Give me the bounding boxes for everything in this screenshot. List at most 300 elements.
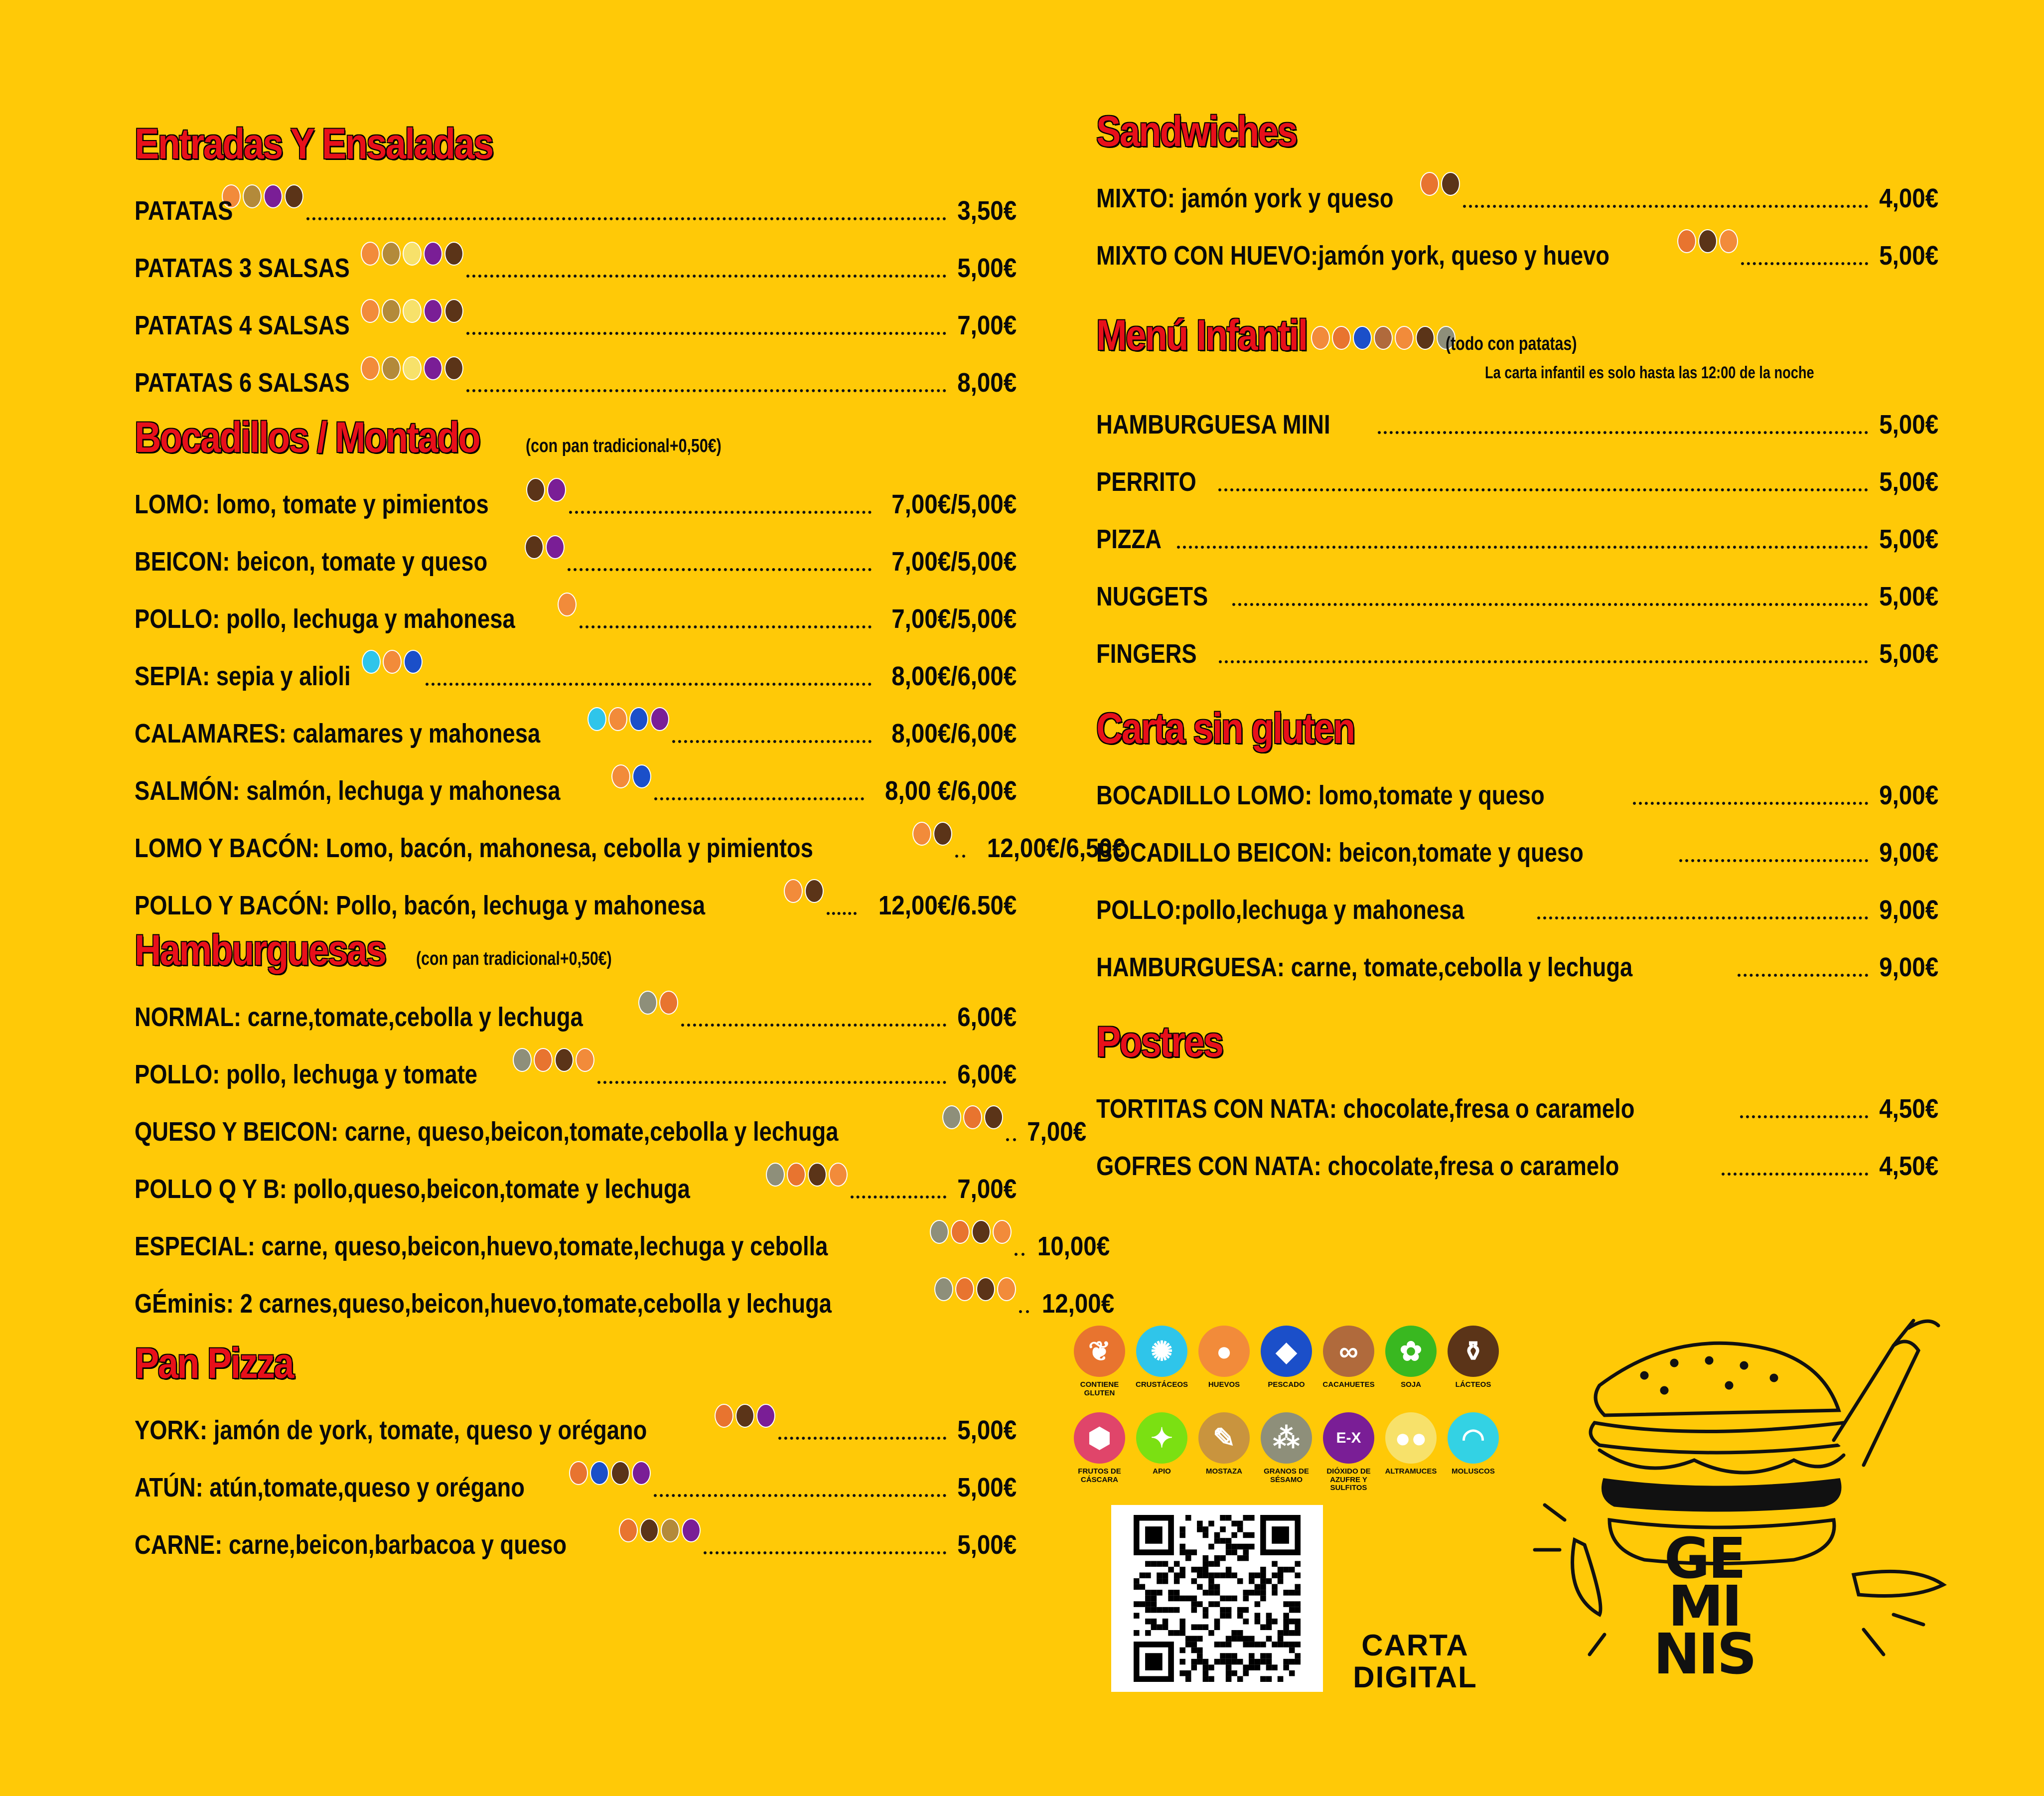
menu-item-price: 9,00€ — [1879, 838, 1938, 868]
dot-leader — [681, 1024, 946, 1027]
allergen-icons — [558, 593, 577, 616]
sulfitos-allergen-icon — [264, 184, 283, 208]
wheat-icon: ❦ — [1074, 1326, 1125, 1377]
menu-item — [135, 1503, 1017, 1560]
menu-item-name: HAMBURGUESA MINI — [1096, 410, 1330, 440]
menu-item-price: 8,00€/6,00€ — [891, 719, 1017, 748]
allergen-icons — [930, 1220, 1012, 1244]
menu-item-name: POLLO Y BACÓN: Pollo, bacón, lechuga y mahonesa — [135, 891, 706, 920]
section-note: (con pan tradicional+0,50€) — [525, 436, 722, 456]
dot-leader — [1741, 262, 1868, 265]
menu-section — [135, 926, 1115, 1319]
dot-leader — [1679, 859, 1868, 862]
menu-item-name: LOMO: lomo, tomate y pimientos — [135, 489, 489, 519]
section-title: Pan Pizza — [135, 1340, 293, 1387]
huevos-allergen-icon — [576, 1048, 594, 1072]
dot-leader — [955, 855, 965, 858]
milk-jug-icon: ⚱ — [1448, 1326, 1499, 1377]
dot-leader — [466, 275, 946, 278]
menu-item — [1096, 555, 1938, 612]
allergen-legend-item — [1198, 1326, 1250, 1397]
dot-leader — [654, 797, 864, 800]
menu-item-name: ATÚN: atún,tomate,queso y orégano — [135, 1473, 525, 1502]
section-title: Hamburguesas — [135, 926, 386, 974]
allergen-label: FRUTOS DE CÁSCARA — [1078, 1467, 1121, 1484]
sesamo-allergen-icon — [638, 991, 657, 1015]
menu-item-price: 10,00€ — [1037, 1231, 1110, 1261]
menu-item-name: PERRITO — [1096, 467, 1196, 497]
allergen-icons — [611, 764, 651, 788]
allergen-label: CRUSTÁCEOS — [1136, 1380, 1188, 1389]
menu-item-price: 5,00€ — [1879, 467, 1938, 497]
mustard-icon: ✎ — [1198, 1412, 1250, 1464]
menu-item — [1096, 868, 1938, 925]
section-title: Sandwiches — [1096, 108, 1297, 155]
allergen-icons — [1677, 229, 1738, 253]
huevos-allergen-icon — [608, 707, 627, 731]
lacteos-allergen-icon — [444, 242, 463, 266]
allergen-icons — [361, 356, 463, 380]
sesame-icon: ⁂ — [1261, 1412, 1312, 1464]
menu-item-price: 7,00€/5,00€ — [891, 489, 1017, 519]
lacteos-allergen-icon — [1441, 172, 1460, 196]
dot-leader — [704, 1551, 946, 1554]
menu-section — [1096, 1018, 1938, 1182]
egg-icon: ● — [1198, 1326, 1250, 1377]
peanut-icon: ∞ — [1323, 1326, 1374, 1377]
menu-item — [1096, 925, 1938, 983]
huevos-allergen-icon — [997, 1277, 1016, 1301]
lacteos-allergen-icon — [526, 478, 545, 502]
menu-item-price: 5,00€ — [1879, 582, 1938, 611]
menu-item-price: 7,00€/5,00€ — [891, 547, 1017, 577]
lacteos-allergen-icon — [640, 1518, 659, 1542]
allergen-legend-item — [1261, 1412, 1312, 1493]
qr-code[interactable] — [1111, 1505, 1323, 1692]
menu-item-price: 6,00€ — [957, 1059, 1017, 1089]
menu-item-name: YORK: jamón de york, tomate, queso y orégano — [135, 1415, 647, 1445]
dot-leader — [827, 912, 856, 915]
allergen-icons — [361, 242, 463, 266]
menu-item-name: PATATAS 4 SALSAS — [135, 310, 350, 340]
menu-item-price: 5,00€ — [1879, 241, 1938, 271]
allergen-legend-item — [1323, 1326, 1374, 1397]
menu-item-name: POLLO: pollo, lechuga y mahonesa — [135, 604, 515, 634]
allergen-label: HUEVOS — [1208, 1380, 1240, 1389]
sulfitos-allergen-icon — [547, 478, 566, 502]
allergen-label: APIO — [1153, 1467, 1171, 1476]
dot-leader — [1378, 431, 1868, 434]
altramuces-allergen-icon — [403, 356, 422, 380]
allergen-icons — [361, 299, 463, 323]
dot-leader — [1463, 205, 1868, 208]
menu-item-name: BOCADILLO LOMO: lomo,tomate y queso — [1096, 780, 1545, 810]
menu-section — [135, 120, 1017, 398]
menu-item-price: 5,00€ — [1879, 524, 1938, 554]
dot-leader — [426, 683, 872, 686]
section-title: Postres — [1096, 1018, 1223, 1066]
huevos-allergen-icon — [611, 764, 630, 788]
lacteos-allergen-icon — [1698, 229, 1717, 253]
menu-item — [1096, 214, 1938, 271]
menu-item-price: 9,00€ — [1879, 952, 1938, 982]
logo-line: NIS — [1653, 1622, 1755, 1687]
menu-item-name: FINGERS — [1096, 639, 1197, 669]
dot-leader — [466, 332, 946, 335]
menu-item-name: BOCADILLO BEICON: beicon,tomate y queso — [1096, 838, 1584, 868]
allergen-icons — [934, 1277, 1016, 1301]
gluten-allergen-icon — [715, 1404, 733, 1428]
section-header — [135, 926, 1017, 975]
allergen-icons — [1420, 172, 1460, 196]
allergen-legend-item — [1448, 1326, 1499, 1397]
dot-leader — [569, 511, 872, 514]
menu-item-price: 6,00€ — [957, 1002, 1017, 1032]
menu-item — [135, 1090, 1087, 1147]
menu-item — [135, 975, 1017, 1033]
section-subnote: La carta infantil es solo hasta las 12:00 de la noche — [1485, 363, 1814, 382]
menu-section — [1096, 311, 1938, 669]
crustaceos-allergen-icon — [587, 707, 606, 731]
menu-item-name: PIZZA — [1096, 524, 1162, 554]
allergen-legend-item — [1448, 1412, 1499, 1493]
allergen-icons — [619, 1518, 701, 1542]
mostaza-allergen-icon — [382, 242, 401, 266]
menu-item-name: QUESO Y BEICON: carne, queso,beicon,tomate,cebolla y lechuga — [135, 1117, 839, 1147]
menu-item-price: 4,50€ — [1879, 1151, 1938, 1181]
menu-section — [1096, 704, 1938, 983]
menu-item — [135, 520, 1017, 577]
menu-item — [135, 284, 1017, 341]
lacteos-allergen-icon — [285, 184, 303, 208]
sulfitos-allergen-icon — [424, 356, 442, 380]
allergen-icons — [1311, 326, 1456, 350]
section-title: Entradas Y Ensaladas — [135, 120, 493, 168]
pescado-allergen-icon — [632, 764, 651, 788]
menu-item-name: POLLO: pollo, lechuga y tomate — [135, 1059, 478, 1089]
lupin-icon: ●● — [1385, 1412, 1437, 1464]
lacteos-allergen-icon — [1416, 326, 1435, 350]
menu-item-price: 5,00€ — [957, 253, 1017, 283]
dot-leader — [1633, 802, 1868, 805]
gluten-allergen-icon — [659, 991, 678, 1015]
menu-item-name: MIXTO: jamón york y queso — [1096, 183, 1394, 213]
menu-item-name: GÉminis: 2 carnes,queso,beicon,huevo,tomate,cebolla y lechuga — [135, 1289, 832, 1319]
menu-item — [135, 1147, 1017, 1204]
menu-item — [135, 1262, 1115, 1319]
section-title: Menú Infantil — [1096, 311, 1307, 359]
dot-leader — [1537, 916, 1868, 919]
menu-item-price: 8,00€ — [957, 368, 1017, 398]
menu-item — [135, 341, 1017, 398]
gluten-allergen-icon — [534, 1048, 553, 1072]
huevos-allergen-icon — [1311, 326, 1330, 350]
menu-item-name: CARNE: carne,beicon,barbacoa y queso — [135, 1530, 567, 1560]
dot-leader — [654, 1494, 946, 1497]
menu-item-name: POLLO:pollo,lechuga y mahonesa — [1096, 895, 1464, 925]
gluten-allergen-icon — [1677, 229, 1696, 253]
allergen-legend-row — [1074, 1326, 1502, 1397]
menu-section — [135, 1339, 1017, 1560]
section-note: (todo con patatas) — [1446, 333, 1577, 354]
allergen-label: LÁCTEOS — [1455, 1380, 1491, 1389]
gluten-allergen-icon — [1420, 172, 1439, 196]
gluten-allergen-icon — [619, 1518, 638, 1542]
menu-item-name: POLLO Q Y B: pollo,queso,beicon,tomate y lechuga — [135, 1174, 690, 1204]
menu-item-price: 5,00€ — [957, 1415, 1017, 1445]
section-header — [1096, 107, 1938, 156]
allergen-legend-item — [1074, 1412, 1125, 1493]
gluten-allergen-icon — [955, 1277, 974, 1301]
section-header — [135, 1339, 1017, 1388]
allergen-legend-item — [1198, 1412, 1250, 1493]
lacteos-allergen-icon — [984, 1105, 1003, 1129]
allergen-icons — [525, 535, 565, 559]
lacteos-allergen-icon — [444, 299, 463, 323]
section-header — [135, 120, 1017, 169]
dot-leader — [306, 217, 946, 220]
menu-item — [1096, 497, 1938, 555]
mostaza-allergen-icon — [661, 1518, 680, 1542]
allergen-icons — [766, 1163, 848, 1187]
menu-item-name: CALAMARES: calamares y mahonesa — [135, 719, 541, 748]
logo-line: GE — [1664, 1526, 1745, 1591]
menu-item-name: NUGGETS — [1096, 582, 1208, 611]
menu-item — [135, 749, 1017, 806]
geminis-logo — [1614, 1526, 1794, 1687]
allergen-legend-item — [1074, 1326, 1125, 1397]
sulfitos-allergen-icon — [424, 242, 442, 266]
mostaza-allergen-icon — [382, 356, 401, 380]
dot-leader — [1232, 603, 1868, 606]
menu-item-price: 3,50€ — [957, 196, 1017, 226]
menu-item-price: 5,00€ — [1879, 410, 1938, 440]
dot-leader — [1219, 660, 1868, 663]
allergen-icons — [587, 707, 669, 731]
dot-leader — [672, 740, 871, 743]
menu-item-price: 12,00€/6.50€ — [878, 891, 1017, 920]
allergen-icons — [362, 650, 423, 674]
gluten-allergen-icon — [569, 1461, 588, 1485]
dot-leader — [1019, 1310, 1029, 1313]
gluten-allergen-icon — [963, 1105, 982, 1129]
sulfitos-allergen-icon — [756, 1404, 775, 1428]
section-note: (con pan tradicional+0,50€) — [416, 948, 612, 969]
menu-item — [135, 226, 1017, 284]
allergen-icons — [784, 879, 824, 903]
section-header — [1096, 704, 1938, 753]
huevos-allergen-icon — [383, 650, 402, 674]
pescado-allergen-icon — [1353, 326, 1372, 350]
section-header — [1096, 1018, 1938, 1067]
dot-leader — [580, 625, 872, 628]
allergen-label: SOJA — [1401, 1380, 1421, 1389]
menu-item-name: MIXTO CON HUEVO:jamón york, queso y huevo — [1096, 241, 1610, 271]
dot-leader — [1015, 1253, 1024, 1256]
allergen-legend — [1074, 1326, 1502, 1507]
sulfitos-allergen-icon — [632, 1461, 651, 1485]
carta-digital-label: CARTA DIGITAL — [1353, 1629, 1477, 1694]
menu-item — [1096, 1067, 1938, 1124]
menu-item — [1096, 612, 1938, 669]
allergen-legend-row — [1074, 1412, 1502, 1493]
allergen-icons — [222, 184, 303, 208]
crab-icon: ✺ — [1136, 1326, 1187, 1377]
menu-item — [135, 634, 1017, 692]
altramuces-allergen-icon — [403, 242, 422, 266]
sesamo-allergen-icon — [934, 1277, 953, 1301]
allergen-label: PESCADO — [1268, 1380, 1305, 1389]
section-title: Bocadillos / Montado — [135, 414, 480, 461]
menu-item — [135, 1446, 1017, 1503]
huevos-allergen-icon — [361, 356, 380, 380]
lacteos-allergen-icon — [444, 356, 463, 380]
allergen-label: MOLUSCOS — [1452, 1467, 1495, 1476]
menu-item-name: BEICON: beicon, tomate y queso — [135, 547, 488, 577]
dot-leader — [851, 1196, 946, 1198]
menu-item — [135, 692, 1017, 749]
menu-item-name: PATATAS 3 SALSAS — [135, 253, 350, 283]
huevos-allergen-icon — [829, 1163, 848, 1187]
menu-item — [135, 462, 1017, 520]
gluten-allergen-icon — [1332, 326, 1351, 350]
menu-item — [135, 806, 1126, 864]
lacteos-allergen-icon — [976, 1277, 995, 1301]
menu-item-price: 9,00€ — [1879, 780, 1938, 810]
sesamo-allergen-icon — [930, 1220, 949, 1244]
allergen-label: GRANOS DE SÉSAMO — [1264, 1467, 1309, 1484]
huevos-allergen-icon — [558, 593, 577, 616]
menu-item-price: 4,00€ — [1879, 183, 1938, 213]
celery-icon: ✦ — [1136, 1412, 1187, 1464]
qr-code-icon — [1126, 1515, 1308, 1682]
menu-item-name: LOMO Y BACÓN: Lomo, bacón, mahonesa, cebolla y pimientos — [135, 833, 813, 863]
menu-section — [135, 413, 1126, 921]
logo-line: MI — [1668, 1574, 1741, 1639]
dot-leader — [1006, 1138, 1016, 1141]
shell-icon: ◠ — [1448, 1412, 1499, 1464]
allergen-icons — [942, 1105, 1003, 1129]
altramuces-allergen-icon — [403, 299, 422, 323]
menu-item-price: 8,00 €/6,00€ — [884, 776, 1017, 806]
allergen-label: MOSTAZA — [1205, 1467, 1243, 1476]
allergen-icons — [513, 1048, 594, 1072]
menu-item-price: 9,00€ — [1879, 895, 1938, 925]
allergen-icons — [715, 1404, 775, 1428]
soy-icon: ✿ — [1385, 1326, 1437, 1377]
allergen-icons — [912, 822, 952, 846]
huevos-allergen-icon — [1395, 326, 1414, 350]
huevos-allergen-icon — [784, 879, 803, 903]
section-title: Carta sin gluten — [1096, 705, 1354, 752]
menu-item-name: TORTITAS CON NATA: chocolate,fresa o caramelo — [1096, 1094, 1635, 1124]
allergen-icons — [638, 991, 678, 1015]
menu-item-name: SEPIA: sepia y alioli — [135, 661, 351, 691]
allergen-label: DIÓXIDO DE AZUFRE Y SULFITOS — [1326, 1467, 1371, 1492]
huevos-allergen-icon — [912, 822, 931, 846]
lacteos-allergen-icon — [611, 1461, 630, 1485]
menu-item-name: ESPECIAL: carne, queso,beicon,huevo,tomate,lechuga y cebolla — [135, 1231, 828, 1261]
sulfitos-allergen-icon — [424, 299, 442, 323]
pescado-allergen-icon — [629, 707, 648, 731]
menu-item — [135, 864, 1017, 921]
allergen-legend-item — [1385, 1412, 1437, 1493]
dot-leader — [466, 389, 946, 392]
menu-item — [1096, 156, 1938, 214]
sesamo-allergen-icon — [766, 1163, 785, 1187]
dot-leader — [1740, 1115, 1868, 1118]
allergen-label: ALTRAMUCES — [1385, 1467, 1437, 1476]
menu-item-price: 7,00€ — [957, 310, 1017, 340]
menu-item — [135, 1388, 1017, 1446]
gluten-allergen-icon — [951, 1220, 970, 1244]
menu-item — [1096, 440, 1938, 497]
sesamo-allergen-icon — [513, 1048, 532, 1072]
menu-item — [135, 577, 1017, 634]
fish-icon: ◆ — [1261, 1326, 1312, 1377]
menu-item-price: 12,00€ — [1042, 1289, 1115, 1319]
allergen-legend-item — [1323, 1412, 1374, 1493]
menu-item-name: NORMAL: carne,tomate,cebolla y lechuga — [135, 1002, 583, 1032]
menu-item — [1096, 753, 1938, 811]
menu-item-price: 12,00€/6,50€ — [987, 833, 1126, 863]
cacahuetes-allergen-icon — [1374, 326, 1393, 350]
menu-item-price: 7,00€ — [1027, 1117, 1087, 1147]
menu-section — [1096, 107, 1938, 271]
lacteos-allergen-icon — [735, 1404, 754, 1428]
sesamo-allergen-icon — [942, 1105, 961, 1129]
dot-leader — [568, 568, 872, 571]
lacteos-allergen-icon — [933, 822, 952, 846]
menu-item-name: PATATAS — [135, 196, 233, 226]
pescado-allergen-icon — [404, 650, 423, 674]
allergen-label: CONTIENE GLUTEN — [1080, 1380, 1119, 1397]
menu-item — [1096, 1124, 1938, 1182]
sulfitos-allergen-icon — [682, 1518, 701, 1542]
allergen-legend-item — [1261, 1326, 1312, 1397]
menu-item-price: 5,00€ — [1879, 639, 1938, 669]
sulfitos-allergen-icon — [650, 707, 669, 731]
huevos-allergen-icon — [993, 1220, 1012, 1244]
dot-leader — [1177, 546, 1868, 549]
lacteos-allergen-icon — [805, 879, 824, 903]
dot-leader — [597, 1081, 946, 1084]
menu-item-name: SALMÓN: salmón, lechuga y mahonesa — [135, 776, 561, 806]
dot-leader — [1738, 974, 1868, 977]
mostaza-allergen-icon — [243, 184, 262, 208]
dot-leader — [1218, 488, 1868, 491]
allergen-legend-item — [1136, 1326, 1187, 1397]
menu-item — [135, 169, 1017, 226]
menu-item — [135, 1033, 1017, 1090]
huevos-allergen-icon — [1719, 229, 1738, 253]
dot-leader — [778, 1437, 946, 1440]
allergen-label: CACAHUETES — [1322, 1380, 1375, 1389]
right-menu-column — [1096, 107, 1938, 1182]
menu-item-name: HAMBURGUESA: carne, tomate,cebolla y lechuga — [1096, 952, 1633, 982]
menu-item — [1096, 383, 1938, 440]
huevos-allergen-icon — [361, 242, 380, 266]
menu-item — [1096, 811, 1938, 868]
allergen-legend-item — [1136, 1412, 1187, 1493]
sulfitos-allergen-icon — [546, 535, 565, 559]
gluten-allergen-icon — [787, 1163, 806, 1187]
section-header — [1096, 311, 1938, 360]
menu-item-price: 5,00€ — [957, 1530, 1017, 1560]
mostaza-allergen-icon — [382, 299, 401, 323]
sulphite-icon: E-X — [1323, 1412, 1374, 1464]
nut-icon: ⬢ — [1074, 1412, 1125, 1464]
